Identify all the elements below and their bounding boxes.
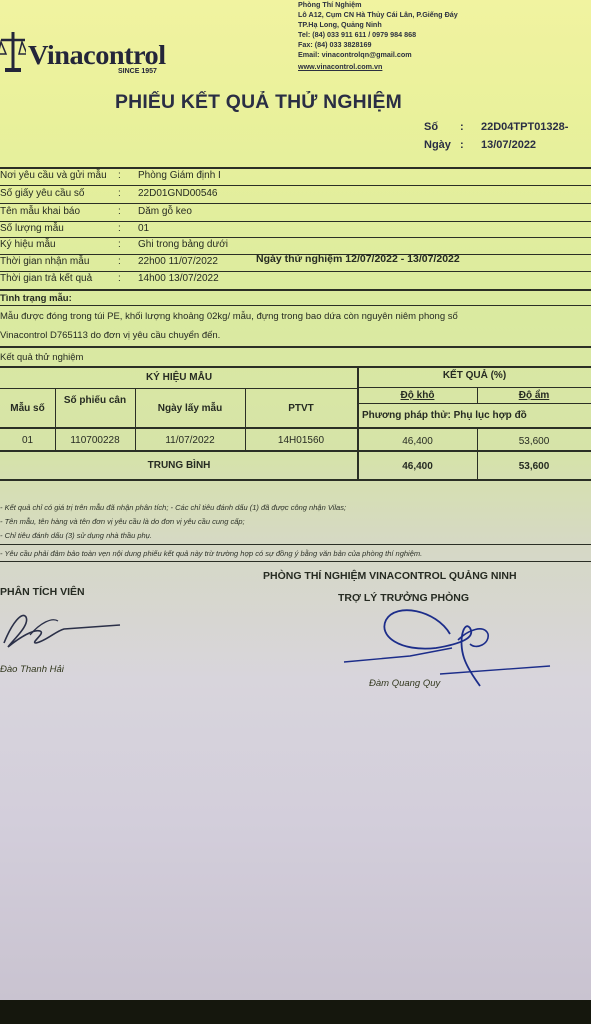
report-number-label: Số <box>424 121 439 133</box>
signer-title: TRỢ LÝ TRƯỞNG PHÒNG <box>338 592 470 604</box>
average-label: TRUNG BÌNH <box>147 460 211 471</box>
colon: : <box>460 139 464 151</box>
info-value: 14h00 13/07/2022 <box>138 273 219 284</box>
info-label: Thời gian nhận mẫu <box>0 256 90 267</box>
info-label: Tên mẫu khai báo <box>0 206 81 217</box>
info-label: Số lượng mẫu <box>0 223 64 234</box>
colon: : <box>118 170 121 181</box>
address-line: Lô A12, Cụm CN Hà Thủy Cái Lân, P.Giếng Đáy <box>298 10 458 19</box>
cell-weigh-ticket: 110700228 <box>70 435 120 446</box>
cell-moisture: 53,600 <box>518 436 550 447</box>
info-value: 01 <box>138 223 150 234</box>
table-border <box>0 388 358 389</box>
photo-bottom-edge <box>0 1000 591 1024</box>
test-date-value: Ngày thử nghiệm 12/07/2022 - 13/07/2022 <box>256 253 460 265</box>
column-header: Độ khô <box>400 390 435 401</box>
cell-dryness: 46,400 <box>402 436 433 447</box>
info-value: 22h00 11/07/2022 <box>138 256 218 267</box>
table-border <box>358 387 591 388</box>
divider <box>0 544 591 545</box>
colon: : <box>118 239 121 250</box>
table-border <box>0 450 591 452</box>
colon: : <box>118 273 121 284</box>
info-value: 22D01GND00546 <box>138 188 218 199</box>
company-logo: Vinacontrol <box>28 40 166 70</box>
divider <box>0 561 591 562</box>
info-value: Phòng Giám định I <box>138 170 221 181</box>
table-border <box>0 479 591 481</box>
table-border <box>0 427 591 429</box>
info-value: Dăm gỗ keo <box>138 206 192 217</box>
table-group-header: KẾT QUẢ (%) <box>442 370 507 381</box>
analyst-title: PHÂN TÍCH VIÊN <box>0 586 85 598</box>
condition-line: Vinacontrol D765113 do đơn vị yêu cầu chuyển đến. <box>0 330 221 341</box>
footnote: - Chỉ tiêu đánh dấu (3) sử dụng nhà thầu phụ. <box>0 531 152 540</box>
colon: : <box>118 188 121 199</box>
logo-since: SINCE 1957 <box>118 68 157 75</box>
cell-vehicle: 14H01560 <box>277 435 325 446</box>
analyst-signature-icon <box>0 603 130 658</box>
divider <box>0 289 591 291</box>
address-line: Fax: (84) 033 3828169 <box>298 40 372 49</box>
table-border <box>0 366 591 368</box>
condition-line: Mẫu được đóng trong túi PE, khối lượng khoảng 02kg/ mẫu, đựng trong bao dứa còn nguyên niêm phong số <box>0 311 458 322</box>
lab-name: PHÒNG THÍ NGHIỆM VINACONTROL QUẢNG NINH <box>263 570 517 582</box>
analyst-name: Đào Thanh Hải <box>0 664 64 675</box>
info-label: Thời gian trả kết quả <box>0 273 93 284</box>
test-method-label: Phương pháp thử: Phụ lục hợp đồ <box>362 410 527 421</box>
colon: : <box>118 256 121 267</box>
divider <box>0 237 591 238</box>
column-header: PTVT <box>288 403 314 414</box>
condition-label: Tình trạng mẫu: <box>0 293 72 304</box>
colon: : <box>118 206 121 217</box>
address-line: TP.Hạ Long, Quảng Ninh <box>298 20 382 29</box>
divider <box>0 203 591 204</box>
report-date-label: Ngày <box>424 139 451 151</box>
report-date-value: 13/07/2022 <box>481 139 537 151</box>
divider <box>0 167 591 169</box>
address-line: Phòng Thí Nghiệm <box>298 0 362 9</box>
address-line: Tel: (84) 033 911 611 / 0979 984 868 <box>298 30 417 39</box>
info-label: Số giấy yêu cầu số <box>0 188 85 199</box>
table-border <box>358 403 591 404</box>
info-label: Ký hiệu mẫu <box>0 239 56 250</box>
divider <box>0 271 591 272</box>
footnote: - Kết quả chỉ có giá trị trên mẫu đã nhận phân tích; - Các chỉ tiêu đánh dấu (1) đã được công nhận Vilas; <box>0 503 347 512</box>
cell-sample-no: 01 <box>21 435 34 446</box>
report-number-value: 22D04TPT01328- <box>481 121 569 133</box>
colon: : <box>460 121 464 133</box>
column-header: Độ ẩm <box>518 390 550 401</box>
document-title: PHIẾU KẾT QUẢ THỬ NGHIỆM <box>115 92 402 113</box>
section-label: Kết quả thử nghiệm <box>0 352 84 363</box>
address-line: Email: vinacontrolqn@gmail.com <box>298 50 412 59</box>
table-group-header: KÝ HIỆU MẪU <box>145 372 213 383</box>
average-moisture: 53,600 <box>518 461 550 472</box>
divider <box>0 221 591 222</box>
info-value: Ghi trong bảng dưới <box>138 239 228 250</box>
colon: : <box>118 223 121 234</box>
info-label: Nơi yêu cầu và gửi mẫu <box>0 170 107 181</box>
average-dryness: 46,400 <box>402 461 433 472</box>
cell-sample-date: 11/07/2022 <box>165 435 215 446</box>
scales-logo-icon <box>0 30 26 74</box>
column-header: Ngày lấy mẫu <box>157 403 223 414</box>
column-header: Số phiếu cân <box>63 395 127 406</box>
footnote: - Yêu cầu phải đảm bảo toàn vẹn nội dung phiếu kết quả này trừ trường hợp có sự đồng ý bằng văn bản của phòng thí nghiệm. <box>0 549 423 558</box>
website-link[interactable]: www.vinacontrol.com.vn <box>298 62 383 71</box>
column-header: Mẫu số <box>10 403 45 414</box>
signer-name: Đàm Quang Quy <box>369 678 441 689</box>
divider <box>0 346 591 348</box>
footnote: - Tên mẫu, tên hàng và tên đơn vị yêu cầu là do đơn vị yêu cầu cung cấp; <box>0 517 245 526</box>
divider <box>0 185 591 186</box>
divider <box>0 305 591 306</box>
